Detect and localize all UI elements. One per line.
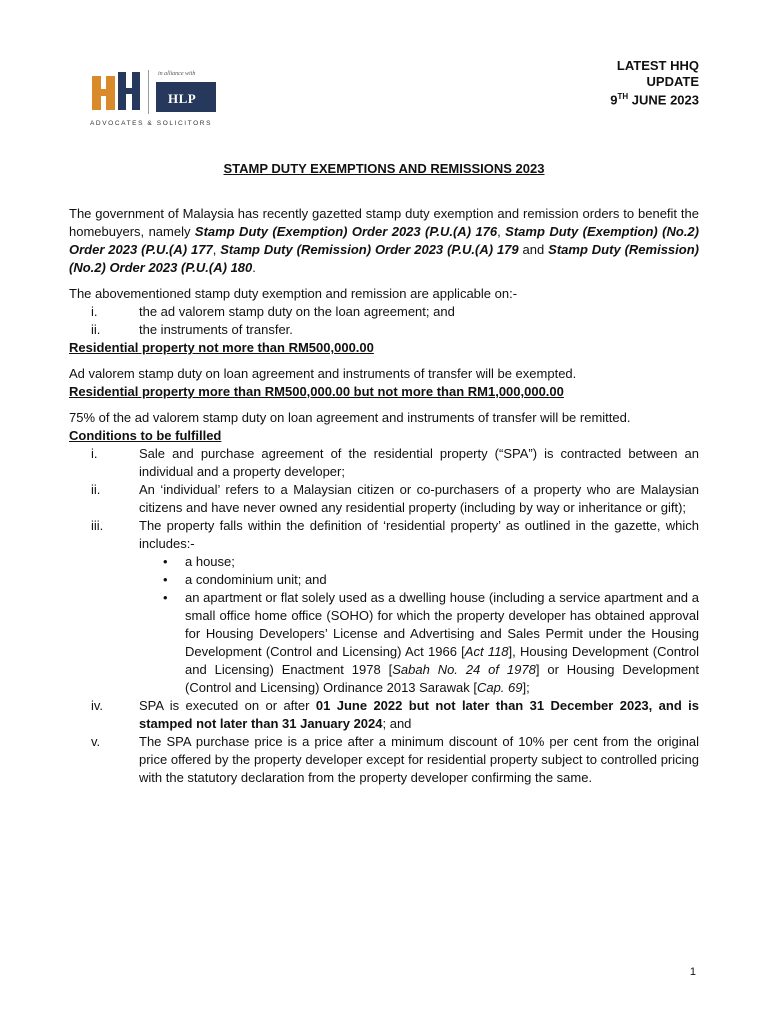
hh-logo-icon [92,72,142,110]
bullet-text: ]; [522,680,530,695]
date-suffix: TH [617,92,629,101]
hlp-logo [156,82,216,112]
bullet-text: ] or Housing Development (Control and Licensing) Ordinance 2013 Sarawak [ [185,662,699,695]
bullet-icon: • [163,554,168,569]
conditions-list [69,445,699,787]
cap-reference: Cap. 69 [476,680,523,695]
sabah-reference: Sabah No. 24 of 1978 [392,662,536,677]
header-date [610,89,699,108]
document-title: STAMP DUTY EXEMPTIONS AND REMISSIONS 2023 [223,161,545,176]
act-reference: Act 118 [464,644,509,659]
order-177: Stamp Duty (Exemption) (No.2) Order 2023 (P.U.(A) 177 [69,224,699,257]
condition-number: iii. [91,518,104,533]
bullet-text: a condominium unit; and [185,572,327,587]
condition-text: An ‘individual’ refers to a Malaysian citizen or co-purchasers of a property who are Malaysian citizens and have never owned any residential property (including by way or inheritance or gift); [139,482,699,515]
date-rest: JUNE 2023 [628,92,699,108]
intro-sep: , [497,224,506,239]
item-number: ii. [91,322,101,337]
order-176: Stamp Duty (Exemption) Order 2023 (P.U.(A) 176 [194,224,498,239]
intro-paragraph [69,205,699,277]
intro-sep: , [212,242,221,257]
condition-number: iv. [91,698,104,713]
condition-text: Sale and purchase agreement of the residential property (“SPA”) is contracted between an individual and a property developer; [139,446,699,479]
bullet-icon: • [163,572,168,587]
item-text: the ad valorem stamp duty on the loan agreement; and [139,304,455,319]
section-text-500k-1m: 75% of the ad valorem stamp duty on loan agreement and instruments of transfer will be remitted. [69,410,631,425]
bullet-text: a house; [185,554,235,569]
logo-divider [148,70,149,114]
bullet-item [139,589,699,697]
condition-item [69,517,699,697]
condition-text: SPA is executed on or after [139,698,316,713]
bullet-icon: • [163,590,168,605]
property-types-list [139,553,699,697]
intro-end: . [252,260,256,275]
condition-text: ; and [382,716,412,731]
condition-text: The property falls within the definition of ‘residential property’ as outlined in the gazette, which includes:- [139,518,699,551]
header-line-1: LATEST HHQ [616,58,699,73]
intro-sep: and [518,242,549,257]
conditions-heading: Conditions to be fulfilled [69,428,222,443]
hlp-logo-text: HLP [168,91,197,106]
condition-item [69,733,699,787]
page-number: 1 [689,966,696,978]
condition-text: The SPA purchase price is a price after a minimum discount of 10% per cent from the original price offered by the property developer except for residential property subject to controlled pricing with the statutory declaration from the property developer confirming the same. [139,734,699,785]
order-180: Stamp Duty (Remission) (No.2) Order 2023 (P.U.(A) 180 [69,242,699,275]
logo-alliance-text: in alliance with [158,71,196,77]
update-header [610,58,699,108]
section-text-under-500k: Ad valorem stamp duty on loan agreement and instruments of transfer will be exempted. [69,366,577,381]
applicable-list [69,303,699,339]
condition-item [69,445,699,481]
list-item [69,321,699,339]
list-item [69,303,699,321]
condition-dates: 01 June 2022 but not later than 31 December 2023, and is stamped not later than 31 January 2024 [139,698,699,731]
section-heading-under-500k: Residential property not more than RM500,000.00 [69,340,374,355]
date-day: 9 [610,92,618,108]
bullet-item [139,571,699,589]
applicable-paragraph: The abovementioned stamp duty exemption and remission are applicable on:- [69,286,518,301]
item-text: the instruments of transfer. [139,322,293,337]
bullet-text: ], Housing Development (Control and Licensing) Enactment 1978 [ [185,644,700,677]
item-number: i. [91,304,98,319]
condition-item [69,481,699,517]
logo-subtitle: ADVOCATES & SOLICITORS [90,120,213,127]
condition-number: ii. [91,482,101,497]
intro-text: The government of Malaysia has recently gazetted stamp duty exemption and remission orders to benefit the homebuyers, namely [69,206,699,239]
condition-number: v. [91,734,101,749]
condition-item [69,697,699,733]
section-heading-500k-1m: Residential property more than RM500,000.00 but not more than RM1,000,000.00 [69,384,564,399]
document-body [69,205,699,787]
header-line-2: UPDATE [646,73,699,89]
condition-number: i. [91,446,98,461]
bullet-item [139,553,699,571]
bullet-text: an apartment or flat solely used as a dwelling house (including a service apartment and a small office home office (SOHO) for which the property developer has obtained approval for Housing Developers’ License and Advertising and Sales Permit under the Housing Development (Control and Licensing) Act 1966 [ [185,590,699,659]
order-179: Stamp Duty (Remission) Order 2023 (P.U.(A) 179 [220,242,519,257]
firm-logo [86,68,226,130]
